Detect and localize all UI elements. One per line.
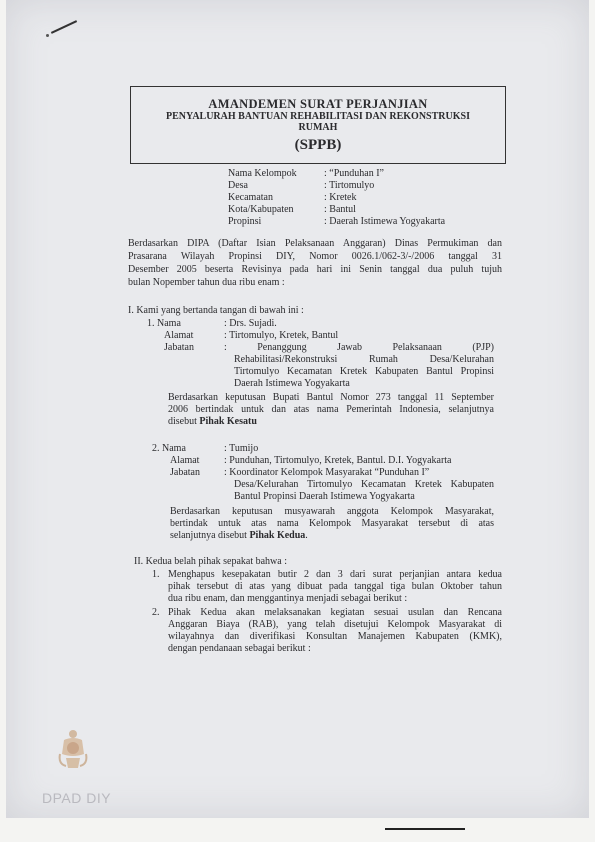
party-2-basis-line: Berdasarkan keputusan musyawarah anggota Kelompok Masyarakat, bbox=[170, 506, 494, 517]
party-1-jabatan-line: : Penanggung Jawab Pelaksanaan (PJP) bbox=[224, 342, 494, 353]
section-1-heading: I. Kami yang bertanda tangan di bawah ini : bbox=[128, 305, 304, 316]
pen-dot bbox=[46, 34, 49, 37]
item-2-line: wilayahnya dan diverifikasi Konsultan Manajemen Kabupaten (KMK), bbox=[168, 631, 502, 642]
party-1-jabatan-line: Rehabilitasi/Rekonstruksi Rumah Desa/Kelurahan bbox=[234, 354, 494, 365]
document-page bbox=[6, 0, 589, 818]
pen-mark bbox=[51, 20, 77, 34]
party-2-jabatan-line: Desa/Kelurahan Tirtomulyo Kecamatan Kretek Kabupaten bbox=[234, 479, 494, 490]
intro-line: bulan Nopember tahun dua ribu enam : bbox=[128, 277, 285, 288]
party-1-basis-line: 2006 bertindak untuk dan atas nama Pemerintah Indonesia, selanjutnya bbox=[168, 404, 494, 415]
dpad-logo-icon bbox=[56, 728, 90, 772]
intro-line: Desember 2005 beserta Revisinya pada hari ini Senin tanggal dua puluh tujuh bbox=[128, 264, 502, 275]
item-1-number: 1. bbox=[152, 569, 160, 580]
party-1-basis-last bbox=[168, 416, 257, 427]
party-2-jabatan-line: : Koordinator Kelompok Masyarakat “Punduhan I” bbox=[224, 467, 430, 478]
info-value: : Bantul bbox=[324, 204, 356, 215]
party-1-nama: : Drs. Sujadi. bbox=[224, 318, 277, 329]
footer-line bbox=[385, 828, 465, 830]
party-1-alamat: : Tirtomulyo, Kretek, Bantul bbox=[224, 330, 339, 341]
party-1-alamat-label: Alamat bbox=[164, 330, 194, 341]
item-2-number: 2. bbox=[152, 607, 160, 618]
party-1-jabatan-label: Jabatan bbox=[164, 342, 194, 353]
party-2-alamat: : Punduhan, Tirtomulyo, Kretek, Bantul. D.I. Yogyakarta bbox=[224, 455, 452, 466]
party-1-basis-text: disebut bbox=[168, 416, 200, 427]
info-value: : Tirtomulyo bbox=[324, 180, 375, 191]
item-2-line: dengan pendanaan sebagai berikut : bbox=[168, 643, 311, 654]
party-2-jabatan-label: Jabatan bbox=[170, 467, 200, 478]
title-line-1: AMANDEMEN SURAT PERJANJIAN bbox=[208, 97, 428, 111]
party-2-period: . bbox=[305, 530, 308, 541]
party-2-alamat-label: Alamat bbox=[170, 455, 200, 466]
party-2-basis-text: selanjutnya disebut bbox=[170, 530, 250, 541]
party-1-nama-label: 1. Nama bbox=[147, 318, 181, 329]
info-value: : Daerah Istimewa Yogyakarta bbox=[324, 216, 446, 227]
party-2-name: Pihak Kedua bbox=[249, 530, 306, 541]
item-1-line: Menghapus kesepakatan butir 2 dan 3 dari surat perjanjian antara kedua bbox=[168, 569, 502, 580]
info-label: Kecamatan bbox=[228, 192, 273, 203]
watermark-text: DPAD DIY bbox=[42, 790, 112, 806]
section-2-heading: II. Kedua belah pihak sepakat bahwa : bbox=[134, 556, 287, 567]
party-1-jabatan-line: Daerah Istimewa Yogyakarta bbox=[234, 378, 350, 389]
intro-line: Berdasarkan DIPA (Daftar Isian Pelaksanaan Anggaran) Dinas Permukiman dan bbox=[128, 238, 502, 249]
party-2-basis-line: bertindak untuk atas nama Kelompok Masyarakat tersebut di atas bbox=[170, 518, 494, 529]
party-2-basis-last bbox=[170, 530, 308, 541]
info-label: Kota/Kabupaten bbox=[228, 204, 294, 215]
item-2-line: Pihak Kedua akan melaksanakan kegiatan sesuai usulan dan Rencana bbox=[168, 607, 502, 618]
info-label: Propinsi bbox=[228, 216, 262, 227]
title-line-3: RUMAH bbox=[298, 122, 338, 133]
intro-line: Prasarana Wilayah Propinsi DIY, Nomor 0026.1/062-3/-/2006 tanggal 31 bbox=[128, 251, 502, 262]
title-box bbox=[130, 86, 506, 164]
party-1-basis-line: Berdasarkan keputusan Bupati Bantul Nomor 273 tanggal 11 September bbox=[168, 392, 494, 403]
info-label: Nama Kelompok bbox=[228, 168, 297, 179]
party-1-name: Pihak Kesatu bbox=[199, 416, 257, 427]
info-label: Desa bbox=[228, 180, 248, 191]
item-2-line: Anggaran Biaya (RAB), yang telah disetujui Kelompok Masyarakat di bbox=[168, 619, 502, 630]
title-line-2: PENYALURAH BANTUAN REHABILITASI DAN REKONSTRUKSI bbox=[166, 111, 470, 122]
title-acronym: (SPPB) bbox=[294, 137, 342, 153]
party-2-nama: : Tumijo bbox=[224, 443, 259, 454]
party-2-nama-label: 2. Nama bbox=[152, 443, 186, 454]
info-value: : “Punduhan I” bbox=[324, 168, 384, 179]
party-1-jabatan-line: Tirtomulyo Kecamatan Kretek Kabupaten Bantul Propinsi bbox=[234, 366, 494, 377]
info-value: : Kretek bbox=[324, 192, 357, 203]
item-1-line: pihak tersebut di atas yang dibuat pada tanggal tiga bulan Oktober tahun bbox=[168, 581, 502, 592]
party-2-jabatan-line: Bantul Propinsi Daerah Istimewa Yogyakarta bbox=[234, 491, 415, 502]
item-1-line: dua ribu enam, dan menggantinya menjadi sebagai berikut : bbox=[168, 593, 408, 604]
